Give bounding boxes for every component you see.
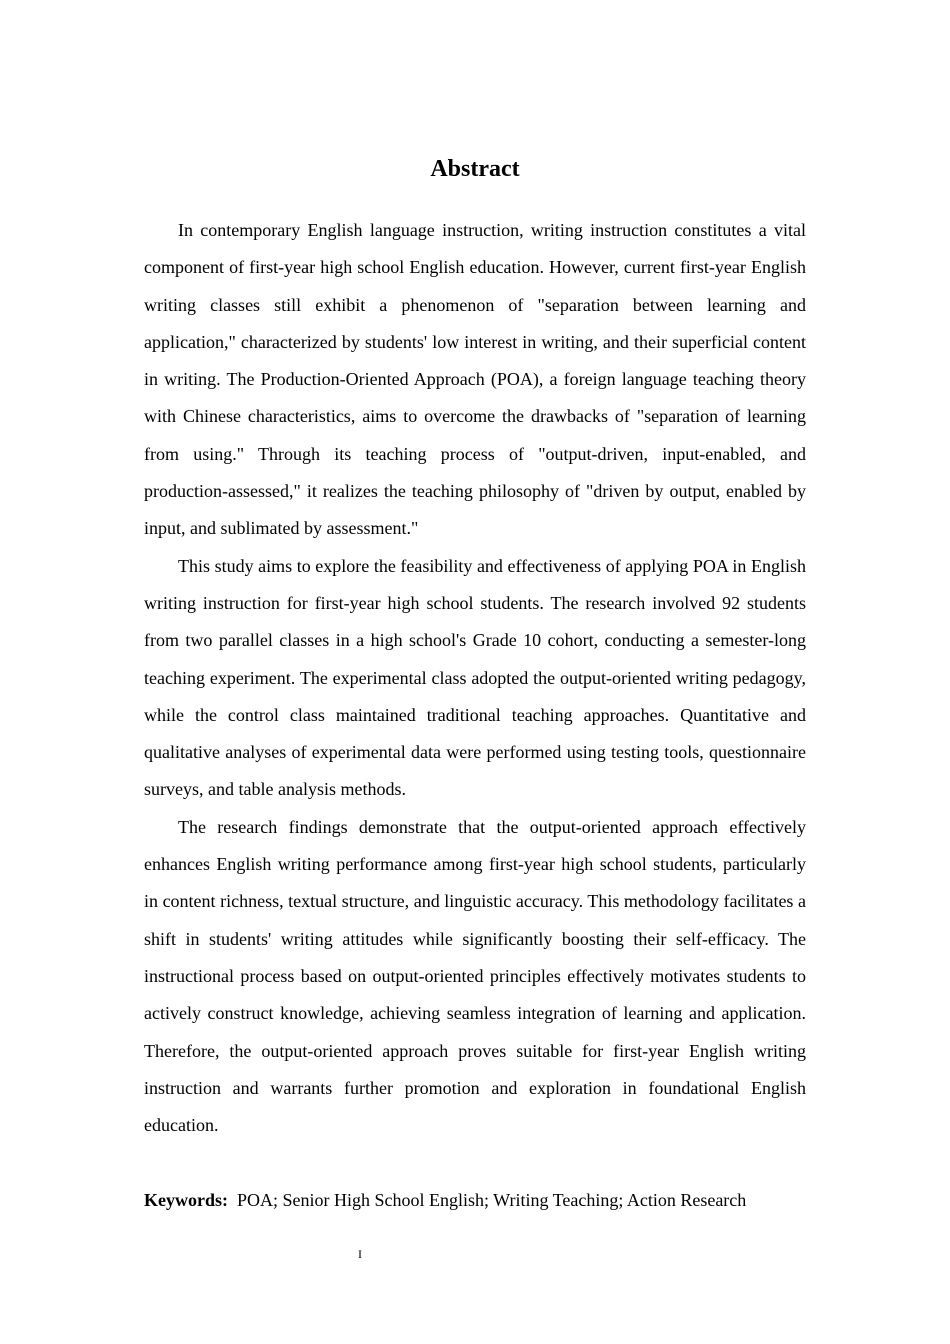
abstract-paragraph-3: The research findings demonstrate that the output-oriented approach effectively enhances English writing performance among first-year high school students, particularly in content richness, textual structure, and linguistic accuracy. This methodology facilitates a shift in students' writing attitudes while significantly boosting their self-efficacy. The instructional process based on output-oriented principles effectively motivates students to actively construct knowledge, achieving seamless integration of learning and application. Therefore, the output-oriented approach proves suitable for first-year English writing instruction and warrants further promotion and exploration in foundational English education. <box>144 816 806 1136</box>
keywords-label: Keywords: <box>144 1190 228 1211</box>
abstract-paragraph-2: This study aims to explore the feasibility and effectiveness of applying POA in English writing instruction for first-year high school students. The research involved 92 students from two parallel classes in a high school's Grade 10 cohort, conducting a semester-long teaching experiment. The experimental class adopted the output-oriented writing pedagogy, while the control class maintained traditional teaching approaches. Quantitative and qualitative analyses of experimental data were performed using testing tools, questionnaire surveys, and table analysis methods. <box>144 555 806 800</box>
abstract-page <box>144 148 806 1219</box>
keywords-text: POA; Senior High School English; Writing Teaching; Action Research <box>237 1190 747 1211</box>
abstract-body <box>144 212 806 1144</box>
keywords-line <box>144 1182 806 1219</box>
page-number: I <box>358 1247 362 1261</box>
abstract-paragraph-1: In contemporary English language instruction, writing instruction constitutes a vital component of first-year high school English education. However, current first-year English writing classes still exhibit a phenomenon of "separation between learning and application," characterized by students' low interest in writing, and their superficial content in writing. The Production-Oriented Approach (POA), a foreign language teaching theory with Chinese characteristics, aims to overcome the drawbacks of "separation of learning from using." Through its teaching process of "output-driven, input-enabled, and production-assessed," it realizes the teaching philosophy of "driven by output, enabled by input, and sublimated by assessment." <box>144 220 806 539</box>
abstract-title: Abstract <box>430 156 520 182</box>
